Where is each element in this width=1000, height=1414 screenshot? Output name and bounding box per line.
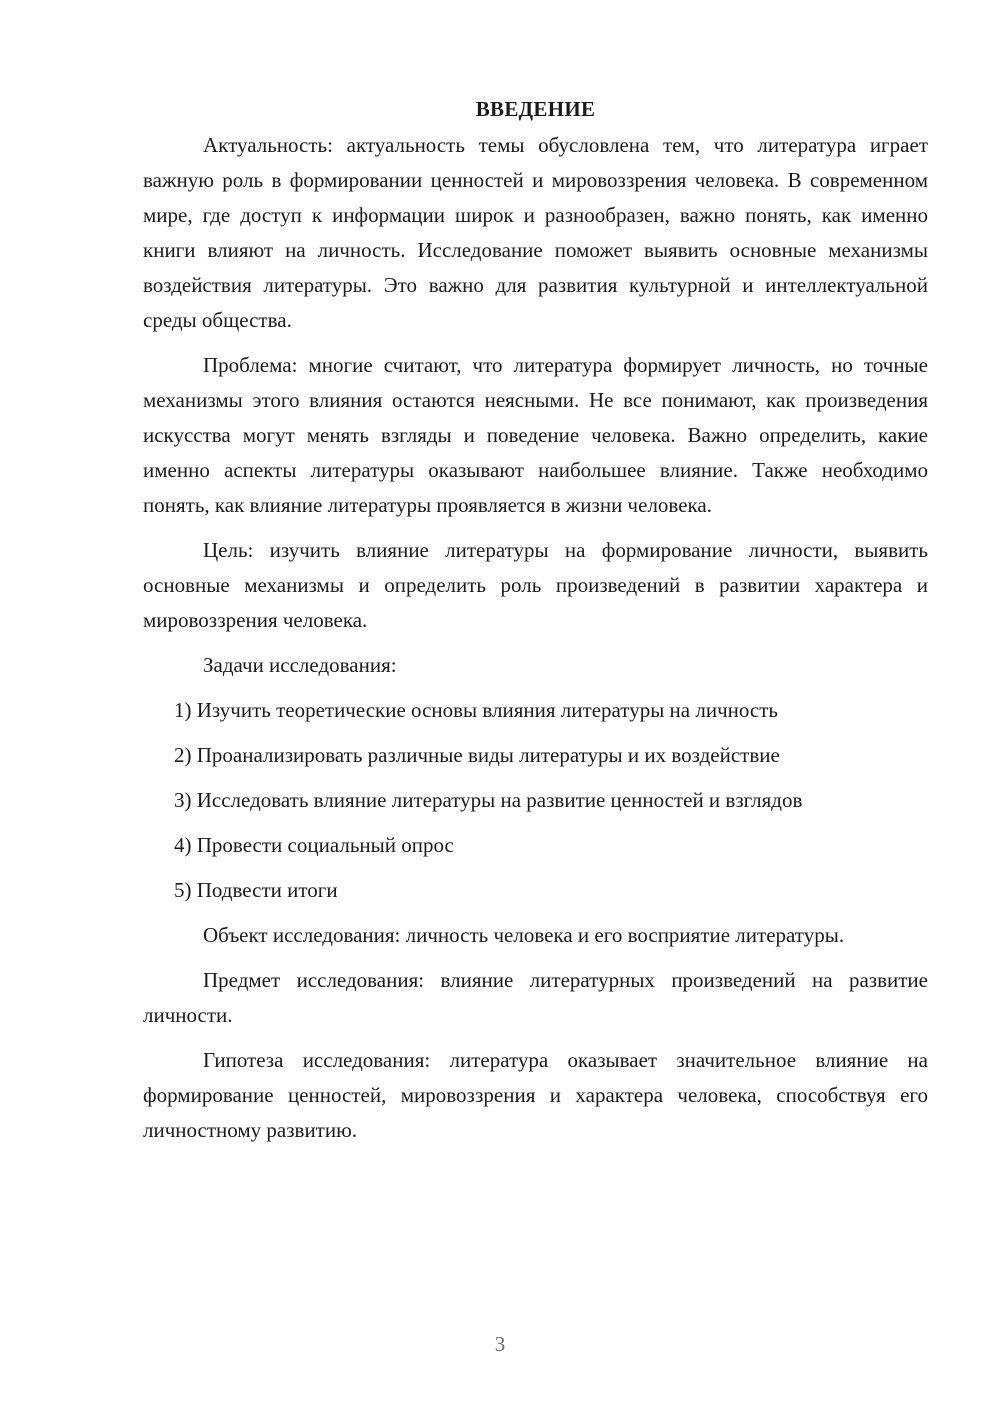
paragraph-problem: Проблема: многие считают, что литература формирует личность, но точные механизмы этого влияния остаются неясными. Не все понимают, как произведения искусства могут менять взгляды и поведение человека. Важно определить, какие именно аспекты литературы оказывают наибольшее влияние. Также необходимо понять, как влияние литературы проявляется в жизни человека.	[143, 353, 928, 517]
page-number: 3	[494, 1332, 506, 1356]
document-page	[143, 92, 928, 1158]
task-item: 4) Провести социальный опрос	[174, 833, 454, 857]
paragraph-relevance: Актуальность: актуальность темы обусловлена тем, что литература играет важную роль в формировании ценностей и мировоззрения человека. В современном мире, где доступ к информации широк и разнообразен, важно понять, как именно книги влияют на личность. Исследование поможет выявить основные механизмы воздействия литературы. Это важно для развития культурной и интеллектуальной среды общества.	[143, 133, 928, 332]
paragraph-hypothesis: Гипотеза исследования: литература оказывает значительное влияние на формирование ценностей, мировоззрения и характера человека, способствуя его личностному развитию.	[143, 1048, 928, 1142]
page-title: ВВЕДЕНИЕ	[475, 97, 596, 121]
tasks-heading: Задачи исследования:	[203, 653, 397, 677]
task-list	[143, 693, 928, 908]
task-item: 1) Изучить теоретические основы влияния литературы на личность	[174, 698, 778, 722]
paragraph-subject: Предмет исследования: влияние литературных произведений на развитие личности.	[143, 968, 928, 1027]
task-item: 3) Исследовать влияние литературы на развитие ценностей и взглядов	[174, 788, 803, 812]
task-item: 5) Подвести итоги	[174, 878, 338, 902]
paragraph-goal: Цель: изучить влияние литературы на формирование личности, выявить основные механизмы и определить роль произведений в развитии характера и мировоззрения человека.	[143, 538, 928, 632]
task-item: 2) Проанализировать различные виды литературы и их воздействие	[174, 743, 780, 767]
paragraph-object: Объект исследования: личность человека и его восприятие литературы.	[203, 923, 845, 947]
